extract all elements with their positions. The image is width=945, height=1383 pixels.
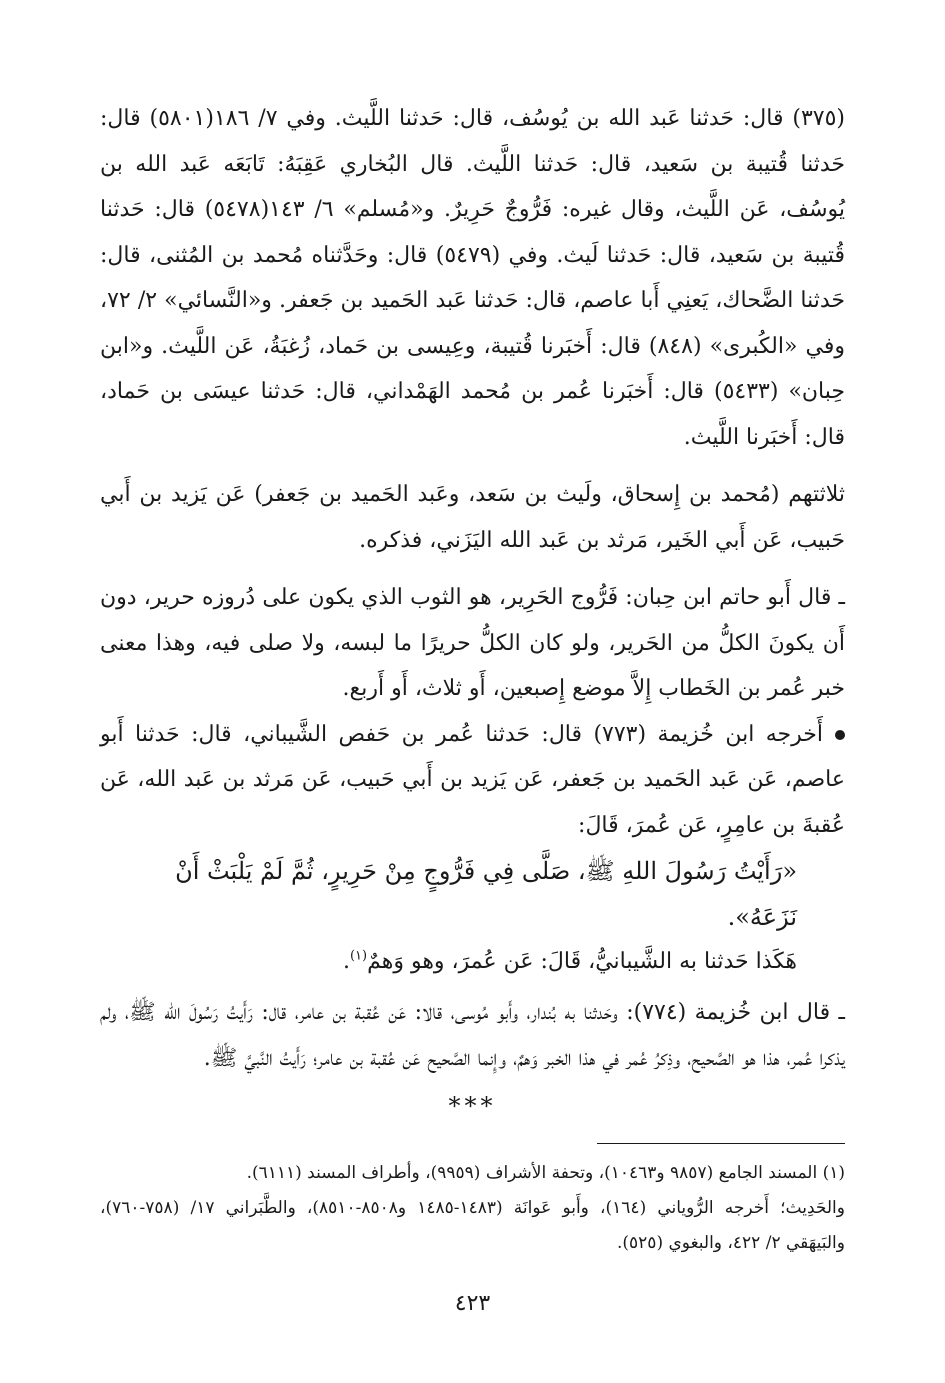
section-separator: *** — [448, 1092, 497, 1120]
ibn-khuzayma-text: أَخرجه ابن خُزيمة (٧٧٣) قال: حَدثنا عُمر بن حَفص الشَّيباني، قال: حَدثنا أَبو عاصم، عَن عَبد الحَميد بن جَعفر، عَن يَزيد بن أَبي حَبيب، عَن مَرثد بن عَبد الله، عَن عُقبةَ بن عامِرٍ، عَن عُمرَ، قَالَ: — [100, 721, 845, 838]
footnote-line-1: (١) المسند الجامع (٩٨٥٧ و١٠٤٦٣)، وتحفة الأشراف (٩٩٥٩)، وأطراف المسند (٦١١١). — [246, 1163, 845, 1183]
page-number: ٤٢٣ — [454, 1291, 491, 1316]
hadith-note — [100, 940, 845, 984]
hadith-text: «رَأَيْتُ رَسُولَ اللهِ ﷺ، صَلَّى فِي فَرُّوجٍ مِنْ حَرِيرٍ، ثُمَّ لَمْ يَلْبَثْ أَنْ نَزَعَهُ». — [175, 857, 797, 931]
sources-paragraph: (٣٧٥) قال: حَدثنا عَبد الله بن يُوسُف، قال: حَدثنا اللَّيث. وفي ٧/ ١٨٦(٥٨٠١) قال: حَدثنا قُتيبة بن سَعيد، قال: حَدثنا اللَّيث. قال البُخاري عَقِبَهُ: تَابَعَه عَبد الله بن يُوسُف، عَن اللَّيث، وقال غيره: فَرُّوجٌ حَرِيرٌ. و«مُسلم» ٦/ ١٤٣(٥٤٧٨) قال: حَدثنا قُتيبة بن سَعيد، قال: حَدثنا لَيث. وفي (٥٤٧٩) قال: وحَدَّثناه مُحمد بن المُثنى، قال: حَدثنا الضَّحاك، يَعنِي أَبا عاصم، قال: حَدثنا عَبد الحَميد بن جَعفر. و«النَّسائي» ٢/ ٧٢، وفي «الكُبرى» (٨٤٨) قال: أَخبَرنا قُتيبة، وعِيسى بن حَماد، زُغبَةُ، عَن اللَّيث. و«ابن حِبان» (٥٤٣٣) قال: أَخبَرنا عُمر بن مُحمد الهَمْداني، قال: حَدثنا عيسَى بن حَماد، قال: أَخبَرنا اللَّيث. — [100, 106, 846, 450]
main-text — [100, 96, 845, 1081]
ibn-khuzayma-774-paragraph: ـ قال ابن خُزيمة (٧٧٤): وحَدثنا به بُندار، وأَبو مُوسى، قالا: عَن عُقبة بن عامر، قال: رَأَيتُ رَسُولَ الله ﷺ، ولم يذكرا عُمر، هذا هو الصَّحيح، وذِكرُ عُمر في هذا الخبر وَهمٌ، وإِنما الصَّحيح عَن عُقبة بن عامر؛ رَأَيتُ النَّبيَّ ﷺ. — [100, 1000, 845, 1071]
ibn-hibban-commentary: ـ قال أَبو حاتم ابن حِبان: فَرُّوج الحَرِير، هو الثوب الذي يكون على دُروزه حرير، دون أَن يكونَ الكلُّ من الحَرير، ولو كان الكلُّ حريرًا ما لبسه، ولا صلى فيه، وهذا معنى خبر عُمر بن الخَطاب إِلاَّ موضع إِصبعين، أَو ثلاث، أَو أَربع. — [100, 585, 845, 701]
hadith-note-text: هَكَذا حَدثنا به الشَّيبانيُّ، قَالَ: عَن عُمرَ، وهو وَهمٌ — [367, 949, 797, 974]
chain-paragraph: ثلاثتهم (مُحمد بن إِسحاق، ولَيث بن سَعد، وعَبد الحَميد بن جَعفر) عَن يَزيد بن أَبي حَبيب، عَن أَبي الخَير، مَرثد بن عَبد الله اليَزَني، فذكره. — [100, 482, 845, 553]
footnote-divider — [597, 1143, 845, 1144]
ibn-khuzayma-paragraph — [100, 712, 845, 849]
footnotes — [100, 1156, 845, 1261]
hadith-note-end: . — [342, 949, 350, 974]
bullet-icon — [835, 730, 845, 740]
footnote-ref[interactable]: (١) — [349, 948, 368, 964]
footnote-line-2: والحَدِيث؛ أَخرجه الرُّوياني (١٦٤)، وأَبو عَوانَة (١٤٨٣-١٤٨٥ و٨٥٠٨-٨٥١٠)، والطَّبَراني ١٧/ (٧٥٨-٧٦٠)، والبَيهَقي ٢/ ٤٢٢، والبغوي (٥٢٥). — [100, 1198, 845, 1253]
